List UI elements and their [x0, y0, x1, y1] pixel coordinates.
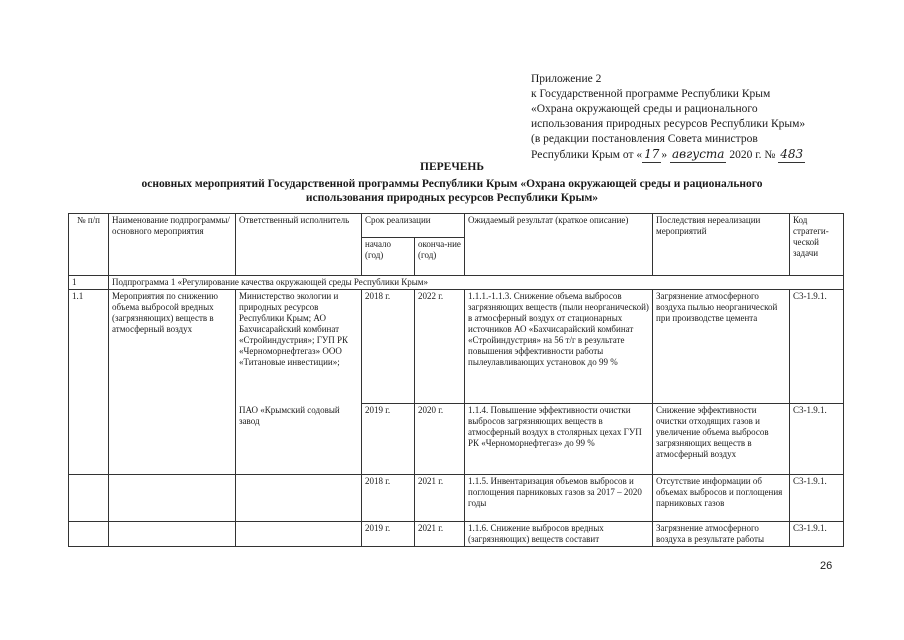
- row-result: 1.1.6. Снижение выбросов вредных (загрязняющих) веществ составит: [465, 522, 653, 547]
- header-cons: Последствия нереализации мероприятий: [653, 214, 790, 276]
- row-num: 1.1: [69, 290, 109, 475]
- row-start: 2019 г.: [362, 404, 415, 475]
- row-end: 2021 г.: [415, 475, 465, 522]
- header-num: № п/п: [69, 214, 109, 276]
- row-result: 1.1.5. Инвентаризация объемов выбросов и поглощения парниковых газов за 2017 – 2020 годы: [465, 475, 653, 522]
- row-name: [109, 522, 236, 547]
- annex-block: [531, 72, 861, 163]
- header-code: Код стратеги-ческой задачи: [790, 214, 844, 276]
- row-code: С3-1.9.1.: [790, 290, 844, 404]
- annex-year: 2020 г. №: [726, 149, 779, 161]
- row-cons: Загрязнение атмосферного воздуха в результате работы: [653, 522, 790, 547]
- measures-table: [68, 213, 844, 547]
- doc-subtitle-1: основных мероприятий Государственной программы Республики Крым «Охрана окружающей среды и рационального: [141, 178, 763, 190]
- subprogram-label: Подпрограмма 1 «Регулирование качества окружающей среды Республики Крым»: [109, 276, 844, 290]
- row-code: С3-1.9.1.: [790, 522, 844, 547]
- doc-title: ПЕРЕЧЕНЬ: [420, 161, 484, 173]
- annex-line: (в редакции постановления Совета министров: [531, 133, 758, 145]
- page-number: 26: [820, 560, 833, 572]
- row-code: С3-1.9.1.: [790, 404, 844, 475]
- row-start: 2019 г.: [362, 522, 415, 547]
- annex-line: использования природных ресурсов Республики Крым»: [531, 118, 806, 130]
- row-num: [69, 475, 109, 522]
- row-end: 2020 г.: [415, 404, 465, 475]
- row-resp: [236, 475, 362, 522]
- row-start: 2018 г.: [362, 290, 415, 404]
- row-start: 2018 г.: [362, 475, 415, 522]
- row-num: [69, 522, 109, 547]
- handwritten-day: 17: [644, 147, 660, 161]
- handwritten-number: 483: [780, 147, 804, 161]
- row-cons: Загрязнение атмосферного воздуха пылью неорганической при производстве цемента: [653, 290, 790, 404]
- annex-line: Приложение 2: [531, 73, 602, 85]
- annex-line: «Охрана окружающей среды и рационального: [531, 103, 758, 115]
- doc-subtitle-2: использования природных ресурсов Республики Крым»: [305, 192, 599, 204]
- annex-quote: »: [661, 149, 668, 161]
- header-result: Ожидаемый результат (краткое описание): [465, 214, 653, 276]
- row-code: С3-1.9.1.: [790, 475, 844, 522]
- row-cons: Снижение эффективности очистки отходящих газов и увеличение объема выбросов загрязняющих веществ в атмосферный воздух: [653, 404, 790, 475]
- header-term: Срок реализации: [362, 214, 465, 238]
- row-resp-bottom: ПАО «Крымский содовый завод: [236, 404, 362, 475]
- annex-date-prefix: Республики Крым от «: [531, 149, 643, 161]
- header-start: начало (год): [362, 238, 415, 276]
- row-end: 2021 г.: [415, 522, 465, 547]
- subprogram-num: 1: [69, 276, 109, 290]
- row-name: [109, 475, 236, 522]
- row-result: 1.1.4. Повышение эффективности очистки выбросов загрязняющих веществ в атмосферный воздух в столярных цехах ГУП РК «Черноморнефтегаз» до 99 %: [465, 404, 653, 475]
- annex-line: к Государственной программе Республики Крым: [531, 88, 771, 100]
- row-end: 2022 г.: [415, 290, 465, 404]
- header-name: Наименование подпрограммы/ основного мероприятия: [109, 214, 236, 276]
- row-name: Мероприятия по снижению объема выбросой вредных (загрязняющих) веществ в атмосферный воздух: [109, 290, 236, 475]
- row-resp-top: Министерство экологии и природных ресурсов Республики Крым; АО Бахчисарайский комбинат «Стройиндустрия»; ГУП РК «Черноморнефтегаз» ООО «Титановые инвестиции»;: [236, 290, 362, 404]
- row-cons: Отсутствие информации об объемах выбросов и поглощения парниковых газов: [653, 475, 790, 522]
- row-resp: [236, 522, 362, 547]
- handwritten-month: августа: [672, 147, 725, 161]
- header-resp: Ответственный исполнитель: [236, 214, 362, 276]
- header-end: оконча-ние (год): [415, 238, 465, 276]
- row-result: 1.1.1.-1.1.3. Снижение объема выбросов загрязняющих веществ (пыли неорганической) в атмосферный воздух от стационарных источников АО «Бахчисарайский комбинат «Стройиндустрия» на 56 т/г в результате повышения эффективности работы пылеулавливающих установок до 99 %: [465, 290, 653, 404]
